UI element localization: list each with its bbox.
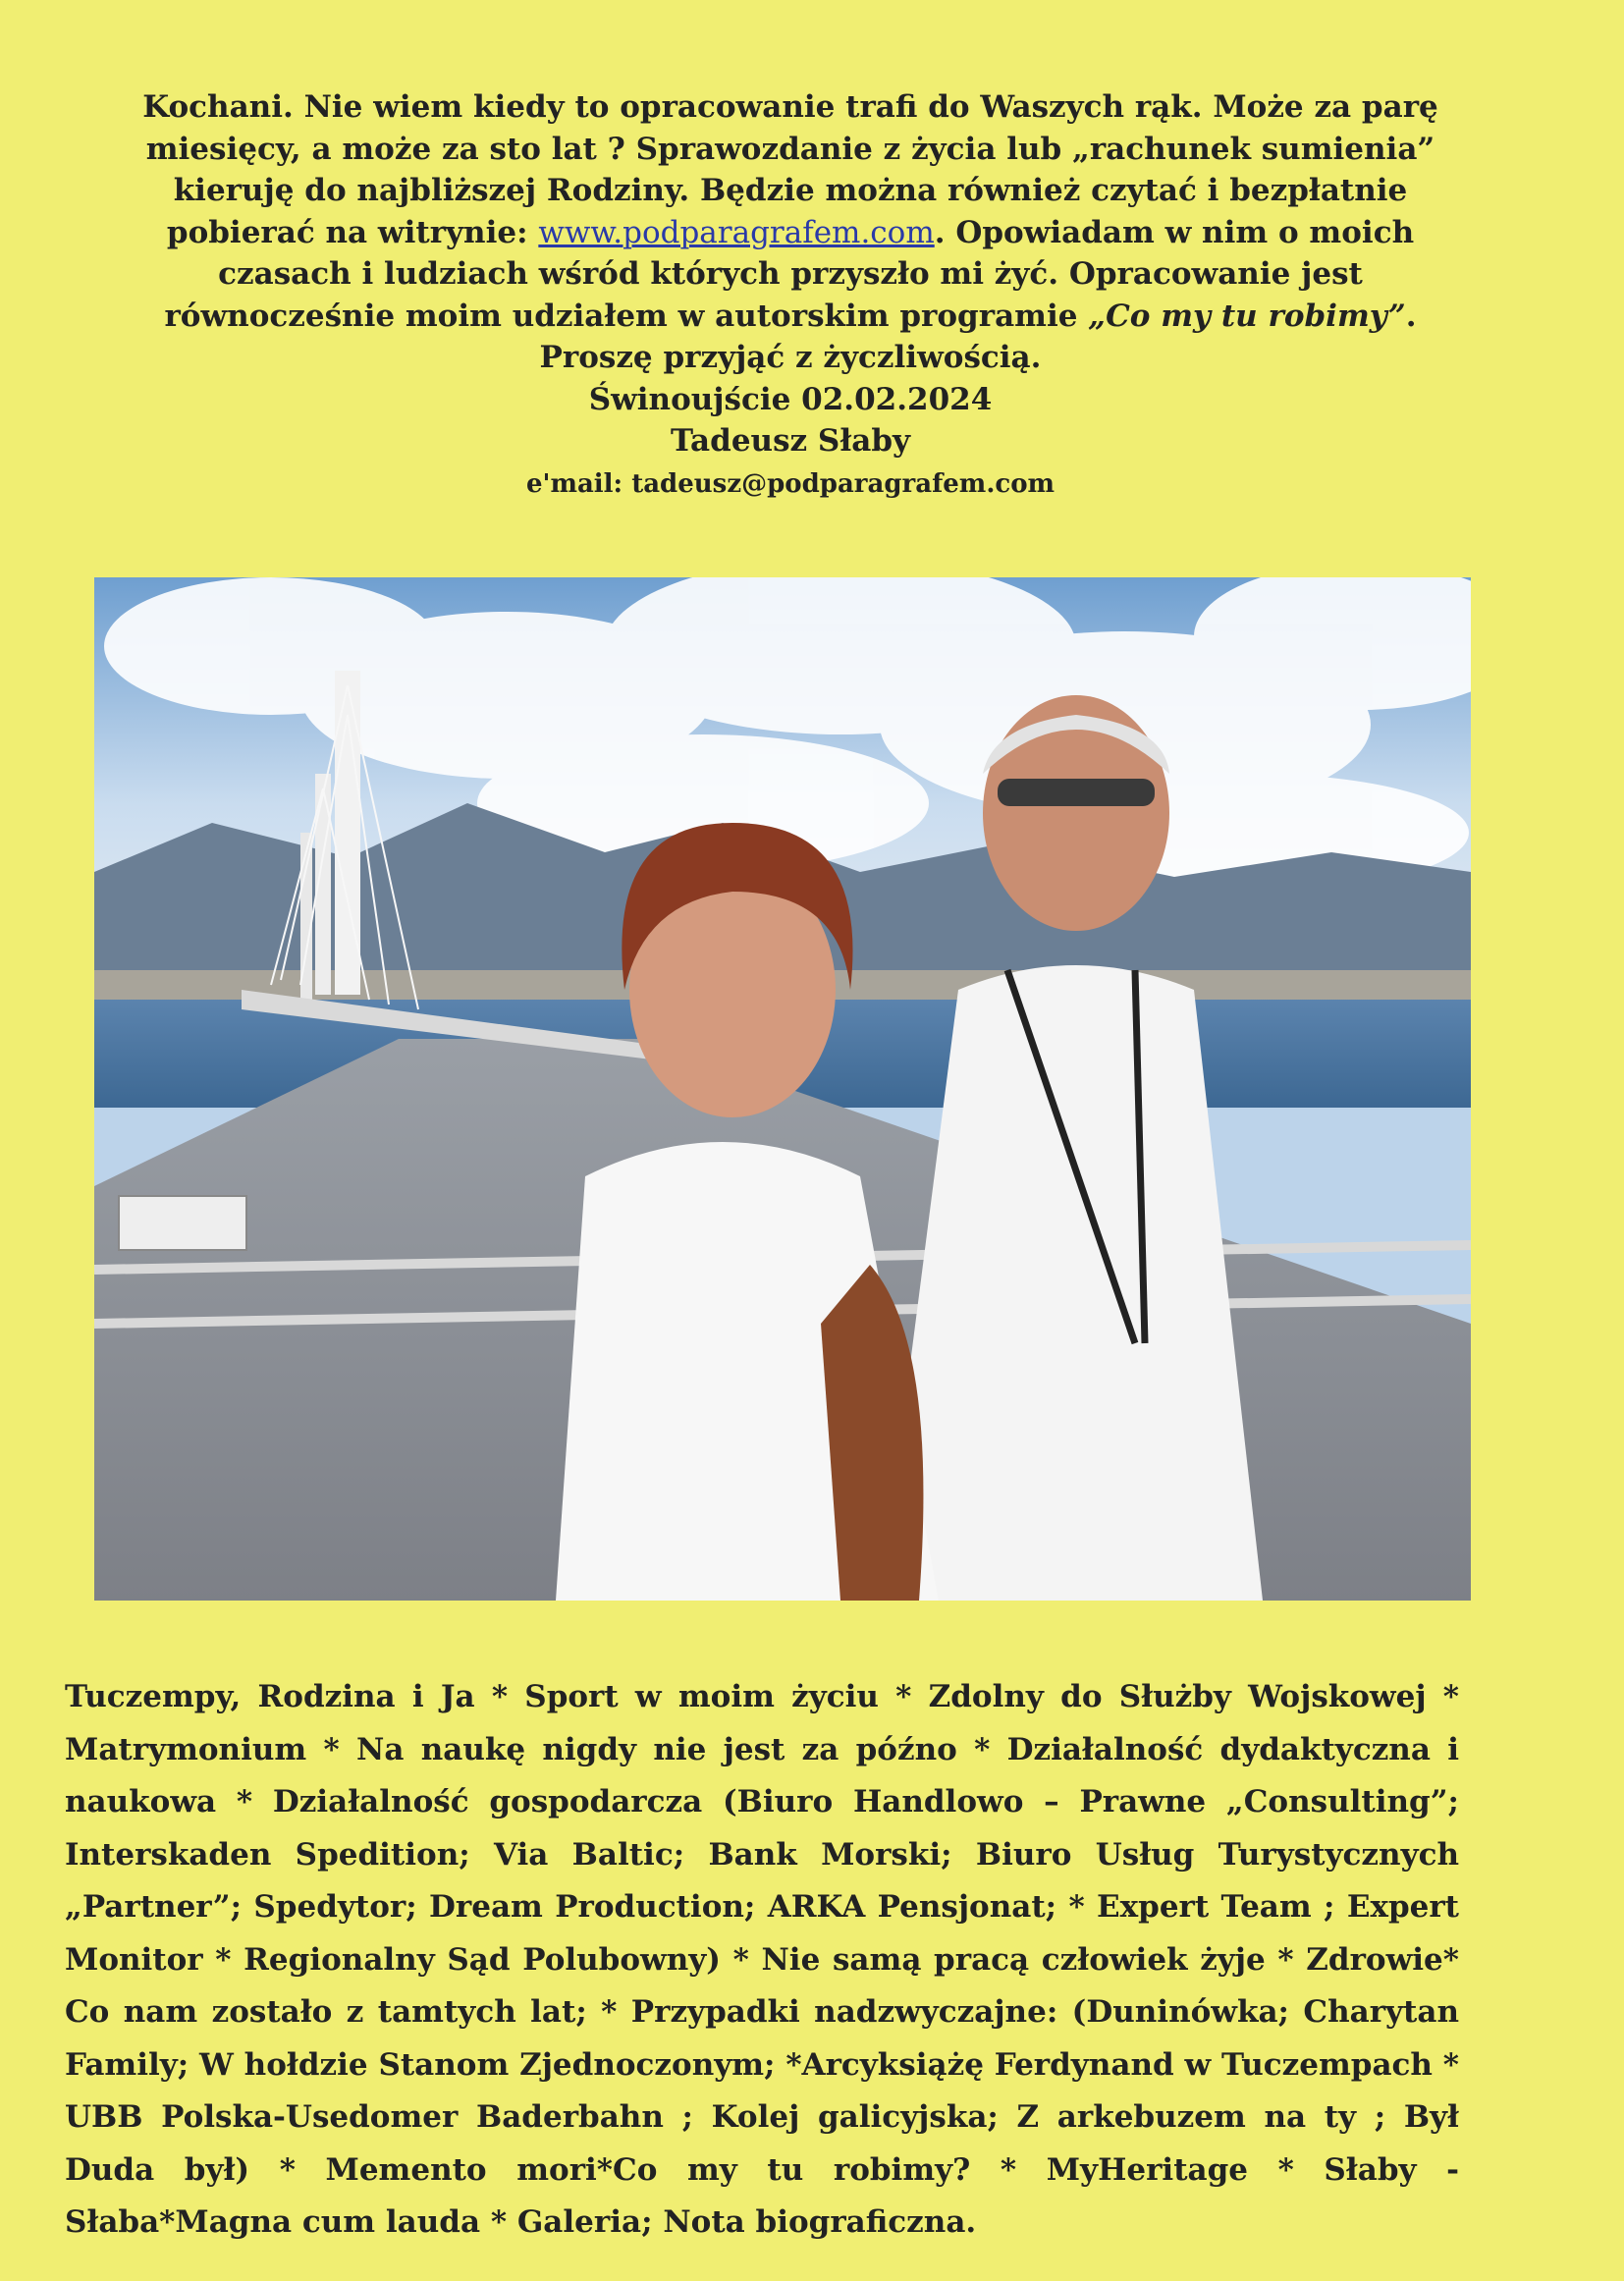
intro-letter (137, 86, 1443, 506)
author-name: Tadeusz Słaby (670, 423, 911, 459)
photo-illustration (94, 577, 1471, 1601)
program-title: „Co my tu robimy” (1088, 298, 1406, 334)
closing-line: Proszę przyjąć z życzliwością. (539, 340, 1042, 375)
place-date: Świnoujście 02.02.2024 (588, 381, 993, 417)
bus (119, 1196, 246, 1250)
chapter-list: Tuczempy, Rodzina i Ja * Sport w moim życiu * Zdolny do Służby Wojskowej * Matrymonium * Na naukę nigdy nie jest za późno * Działalność dydaktyczna i naukowa * Działalność gospodarcza (Biuro Handlowo – Prawne „Consulting”; Interskaden Spedition; Via Baltic; Bank Morski; Biuro Usług Turystycznych „Partner”; Spedytor; Dream Production; ARKA Pensjonat; * Expert Team ; Expert Monitor * Regionalny Sąd Polubowny) * Nie samą pracą człowiek żyje * Zdrowie* Co nam zostało z tamtych lat; * Przypadki nadzwyczajne: (Duninówka; Charytan Family; W hołdzie Stanom Zjednoczonym; *Arcyksiążę Ferdynand w Tuczempach * UBB Polska-Usedomer Baderbahn ; Kolej galicyjska; Z arkebuzem na ty ; Był Duda był) * Memento mori*Co my tu robimy? * MyHeritage * Słaby - Słaba*Magna cum lauda * Galeria; Nota biograficzna. (65, 1679, 1459, 2240)
intro-paragraph (137, 86, 1443, 337)
author-email: e'mail: tadeusz@podparagrafem.com (525, 468, 1056, 499)
intro-text-3: . (1405, 298, 1417, 334)
couple-photo (94, 577, 1471, 1601)
website-link[interactable]: www.podparagrafem.com (538, 214, 935, 250)
intro-text-1: Kochani. Nie wiem kiedy to opracowanie trafi do Waszych rąk. Może za parę miesięcy, a może za sto lat ? Sprawozdanie z życia lub „rachunek sumienia” kieruję do najbliższej Rodziny. Będzie można również czytać i bezpłatnie pobierać na witrynie: (142, 89, 1438, 250)
intro-text-2: . Opowiadam w nim o moich czasach i ludziach wśród których przyszło mi żyć. Opracowanie jest równocześnie moim udziałem w autorskim programie (164, 214, 1415, 334)
